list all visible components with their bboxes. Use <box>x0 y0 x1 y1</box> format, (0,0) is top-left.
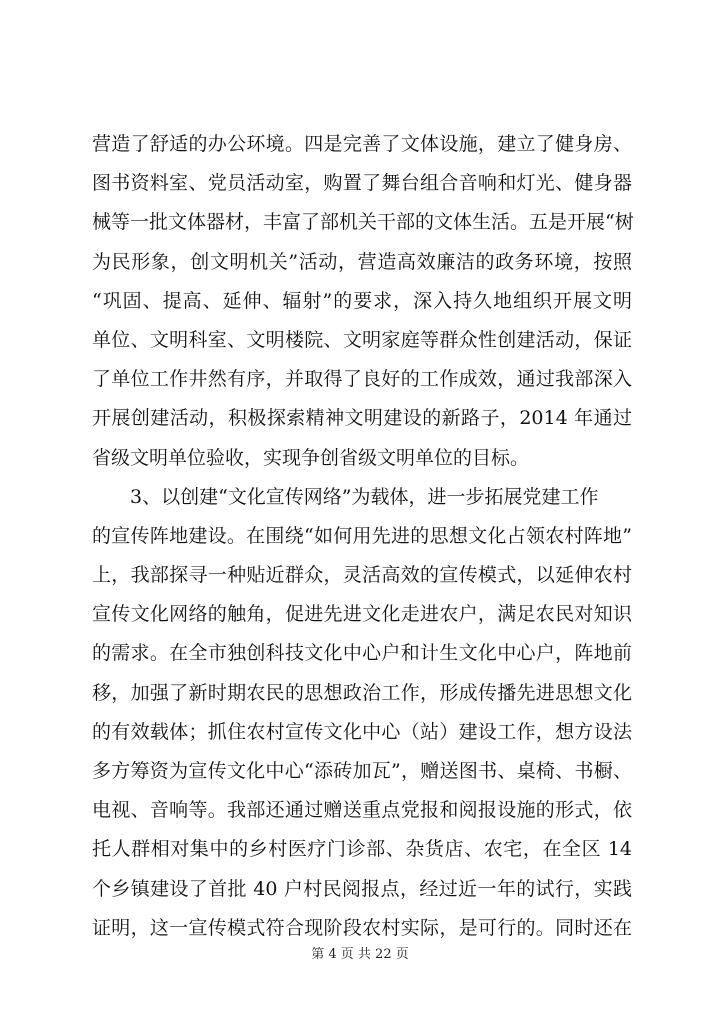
text-line: 图书资料室、党员活动室，购置了舞台组合音响和灯光、健身器 <box>92 172 632 195</box>
text-line: 移，加强了新时期农民的思想政治工作，形成传播先进思想文化 <box>92 681 632 704</box>
text-line: 托人群相对集中的乡村医疗门诊部、杂货店、农宅，在全区 14 <box>92 838 632 861</box>
text-line: 营造了舒适的办公环境。四是完善了文体设施，建立了健身房、 <box>92 133 632 155</box>
text-line: 开展创建活动，积极探索精神文明建设的新路子，2014 年通过 <box>92 407 632 430</box>
text-line: 的需求。在全市独创科技文化中心户和计生文化中心户，阵地前 <box>92 642 632 665</box>
text-line: 省级文明单位验收，实现争创省级文明单位的目标。 <box>92 446 530 469</box>
text-line: 械等一批文体器材，丰富了部机关干部的文体生活。五是开展“树 <box>92 211 634 234</box>
text-line: 证明，这一宣传模式符合现阶段农村实际，是可行的。同时还在 <box>92 916 632 939</box>
text-line: 上，我部探寻一种贴近群众，灵活高效的宣传模式，以延伸农村 <box>92 564 632 587</box>
text-line: 了单位工作井然有序，并取得了良好的工作成效，通过我部深入 <box>92 368 632 391</box>
text-line: 的宣传阵地建设。在围绕“如何用先进的思想文化占领农村阵地” <box>92 524 632 547</box>
text-line: 单位、文明科室、文明楼院、文明家庭等群众性创建活动，保证 <box>92 328 632 351</box>
text-line: 的有效载体；抓住农村宣传文化中心（站）建设工作，想方设法 <box>92 720 632 743</box>
paragraph-start-line: 3、以创建“文化宣传网络”为载体，进一步拓展党建工作 <box>130 485 599 508</box>
text-line: 为民形象，创文明机关”活动，营造高效廉洁的政务环境，按照 <box>92 250 632 273</box>
page-number-footer: 第 4 页 共 22 页 <box>311 947 409 962</box>
text-line: “巩固、提高、延伸、辐射”的要求，深入持久地组织开展文明 <box>92 289 632 312</box>
text-line: 个乡镇建设了首批 40 户村民阅报点，经过近一年的试行，实践 <box>92 877 632 900</box>
text-line: 宣传文化网络的触角，促进先进文化走进农户，满足农民对知识 <box>92 603 632 626</box>
text-line: 多方筹资为宣传文化中心“添砖加瓦”，赠送图书、桌椅、书橱、 <box>92 760 632 782</box>
body-text <box>92 131 632 954</box>
text-line: 电视、音响等。我部还通过赠送重点党报和阅报设施的形式，依 <box>92 799 632 822</box>
